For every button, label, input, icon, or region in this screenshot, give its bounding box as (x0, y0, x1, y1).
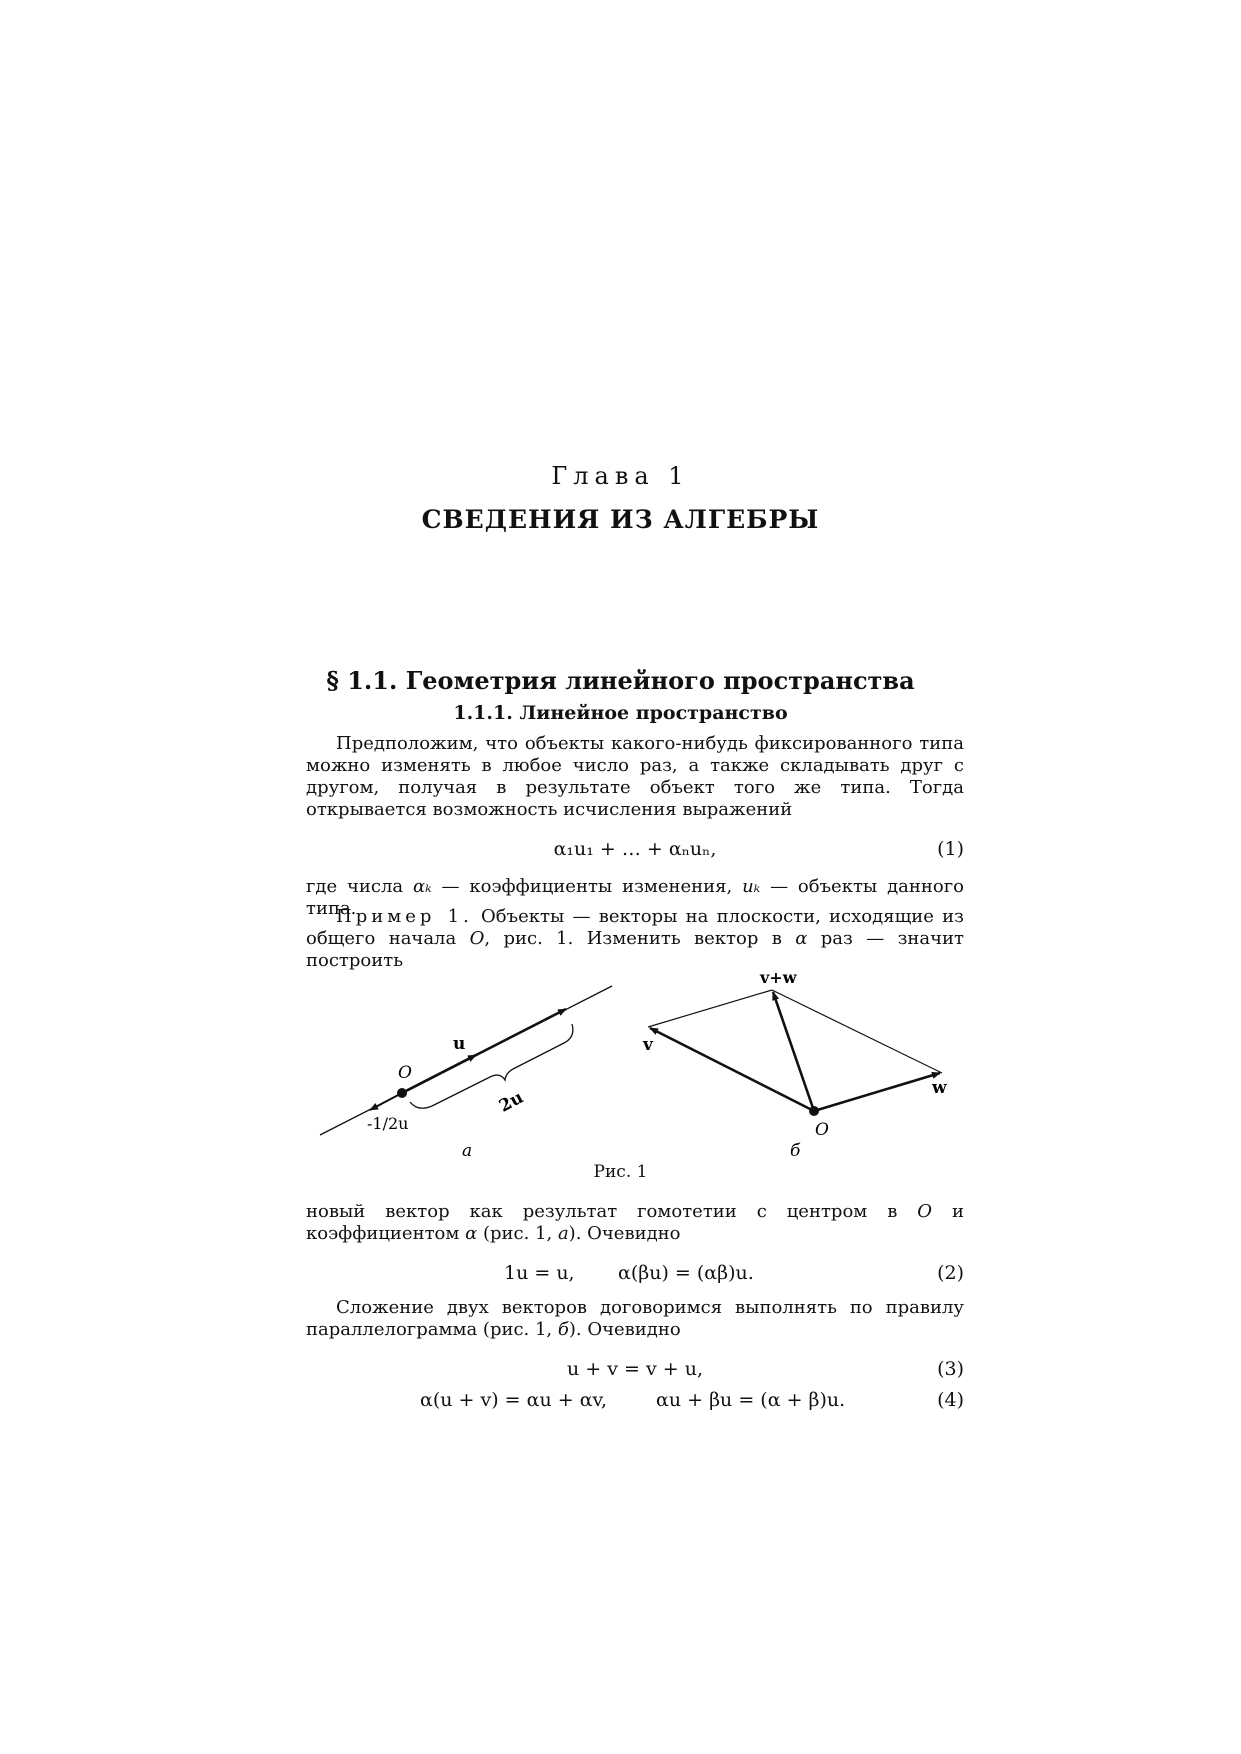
equation-4-left: α(u + v) = αu + αv, (420, 1389, 608, 1411)
label-u: u (453, 1034, 466, 1054)
figure-panel-b (642, 968, 947, 1160)
homothety-text-2: и коэффициентом (306, 1201, 964, 1244)
paragraph-intro (306, 733, 964, 821)
label-origin-b: O (815, 1120, 829, 1140)
origin-symbol: O (469, 928, 485, 949)
paragraph-coefficients-suffix: — объекты данного типа. (306, 876, 964, 919)
figure-panel-a (320, 986, 612, 1160)
addition-text-1: Сложение двух векторов договоримся выполнять по правилу параллелограмма (рис. 1, (306, 1297, 964, 1340)
addition-text-2: ). Очевидно (568, 1319, 681, 1340)
paragraph-addition (306, 1297, 964, 1341)
parallelogram-top-left-edge (648, 990, 772, 1027)
homothety-text-1: новый вектор как результат гомотетии с центром в (306, 1201, 918, 1222)
chapter-title: СВЕДЕНИЯ ИЗ АЛГЕБРЫ (421, 505, 820, 534)
chapter-label: Глава 1 (551, 462, 690, 490)
equation-3 (306, 1358, 964, 1382)
homothety-origin: O (917, 1201, 933, 1222)
label-2u: 2u (496, 1087, 527, 1117)
equation-2-right: α(βu) = (αβ)u. (618, 1262, 754, 1284)
label-minus-half-u: -1/2u (367, 1114, 409, 1133)
label-w: w (932, 1078, 947, 1098)
label-v-plus-w: v+w (760, 968, 797, 987)
paragraph-intro-text: Предположим, что объекты какого-нибудь фиксированного типа можно изменять в любое число раз, а также складывать друг с другом, получая в результате объект того же типа. Тогда открывается возможность исчисления выражений (306, 733, 964, 820)
origin-point-b (809, 1106, 819, 1116)
vector-minus-half-u-arrow (370, 1093, 402, 1110)
homothety-text-3: (рис. 1, (477, 1223, 558, 1244)
equation-1-number: (1) (937, 838, 964, 860)
example-text-3: раз — значит построить (306, 928, 964, 971)
section-title: § 1.1. Геометрия линейного пространства (326, 666, 915, 695)
figure-1 (0, 960, 1241, 1160)
origin-point-a (397, 1088, 407, 1098)
label-v: v (643, 1035, 653, 1055)
label-origin-a: O (398, 1063, 412, 1083)
subsection-title: 1.1.1. Линейное пространство (453, 702, 788, 724)
homothety-text-4: ). Очевидно (568, 1223, 681, 1244)
equation-4-number: (4) (937, 1389, 964, 1411)
equation-1-body: α₁u₁ + … + αₙuₙ, (553, 838, 717, 860)
example-text-1: Объекты — векторы на плоскости, исходящие из общего начала (306, 906, 964, 949)
equation-2-left: 1u = u, (504, 1262, 575, 1284)
figure-caption: Рис. 1 (593, 1162, 648, 1182)
paragraph-coefficients-prefix: где числа (306, 876, 413, 897)
panel-label-b: б (790, 1141, 801, 1160)
equation-4-right: αu + βu = (α + β)u. (656, 1389, 846, 1411)
alpha-k-symbol: αₖ (412, 876, 432, 897)
equation-2 (306, 1262, 964, 1286)
panel-label-a: а (462, 1141, 473, 1160)
example-lead: Пример 1. (336, 906, 473, 927)
brace-2u (410, 1024, 573, 1108)
vector-u-arrow (402, 1055, 476, 1093)
example-text-2: , рис. 1. Изменить вектор в (484, 928, 796, 949)
equation-3-number: (3) (937, 1358, 964, 1380)
equation-2-number: (2) (937, 1262, 964, 1284)
paragraph-homothety (306, 1201, 964, 1245)
homothety-panel: а (557, 1223, 569, 1244)
equation-4 (306, 1389, 964, 1413)
addition-panel: б (557, 1319, 569, 1340)
alpha-symbol: α (795, 928, 808, 949)
vector-w-arrow (814, 1073, 940, 1111)
equation-3-body: u + v = v + u, (567, 1358, 703, 1380)
u-k-symbol: uₖ (742, 876, 761, 897)
equation-1 (306, 838, 964, 862)
homothety-alpha: α (465, 1223, 478, 1244)
paragraph-coefficients-mid: — коэффициенты изменения, (431, 876, 743, 897)
